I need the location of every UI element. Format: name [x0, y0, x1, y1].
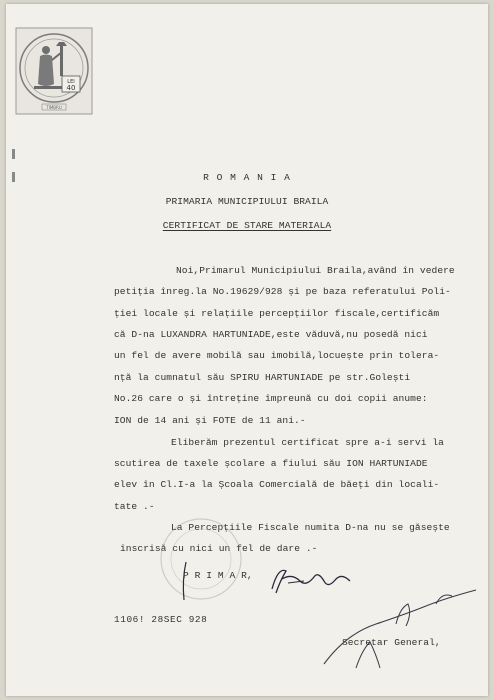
body-line: că D-na LUXANDRA HARTUNIADE,este văduvă,nu posedă nici	[114, 329, 428, 340]
document-title: CERTIFICAT DE STARE MATERIALA	[162, 220, 332, 231]
secretary-label: Secretar General,	[342, 637, 441, 648]
body-line: ION de 14 ani și FOTE de 11 ani.-	[114, 415, 306, 426]
punch-mark	[12, 149, 15, 159]
document-page	[6, 4, 488, 696]
fiscal-stamp-icon	[14, 26, 94, 116]
body-line: La Percepțiile Fiscale numita D-na nu se găsește	[171, 522, 450, 533]
round-seal-icon	[156, 514, 246, 604]
body-line: un fel de avere mobilă sau imobilă,locuește prin tolera-	[114, 350, 440, 361]
body-line: Noi,Primarul Municipiului Braila,având în vedere	[176, 265, 455, 276]
body-line: petiția înreg.la No.19629/928 și pe baza referatului Poli-	[114, 286, 451, 297]
body-line: înscrisă cu nici un fel de dare .-	[120, 543, 318, 554]
body-line: Eliberăm prezentul certificat spre a-i servi la	[171, 437, 444, 448]
mayor-label: P R I M A R,	[183, 570, 253, 581]
body-line: scutirea de taxele școlare a fiului său ION HARTUNIADE	[114, 458, 428, 469]
header-institution: PRIMARIA MUNICIPIULUI BRAILA	[165, 196, 329, 207]
svg-text:40: 40	[66, 84, 76, 92]
secretary-signature-icon	[316, 584, 486, 674]
header-country: R O M A N I A	[203, 172, 291, 183]
registration-number: 1106! 28SEC 928	[114, 614, 208, 625]
body-line: tate .-	[114, 501, 155, 512]
handwritten-mark-icon	[178, 560, 190, 602]
body-line: No.26 care o și întreține împreună cu doi copii anume:	[114, 393, 428, 404]
svg-text:LEI: LEI	[67, 79, 75, 85]
body-line: ției locale și relațiile percepțiilor fiscale,certificăm	[114, 308, 440, 319]
body-line: nță la cumnatul său SPIRU HARTUNIADE pe str.Golești	[114, 372, 411, 383]
body-line: elev în Cl.I-a la Școala Comercială de băeți din locali-	[114, 479, 440, 490]
svg-text:TIMBRU: TIMBRU	[46, 105, 62, 110]
